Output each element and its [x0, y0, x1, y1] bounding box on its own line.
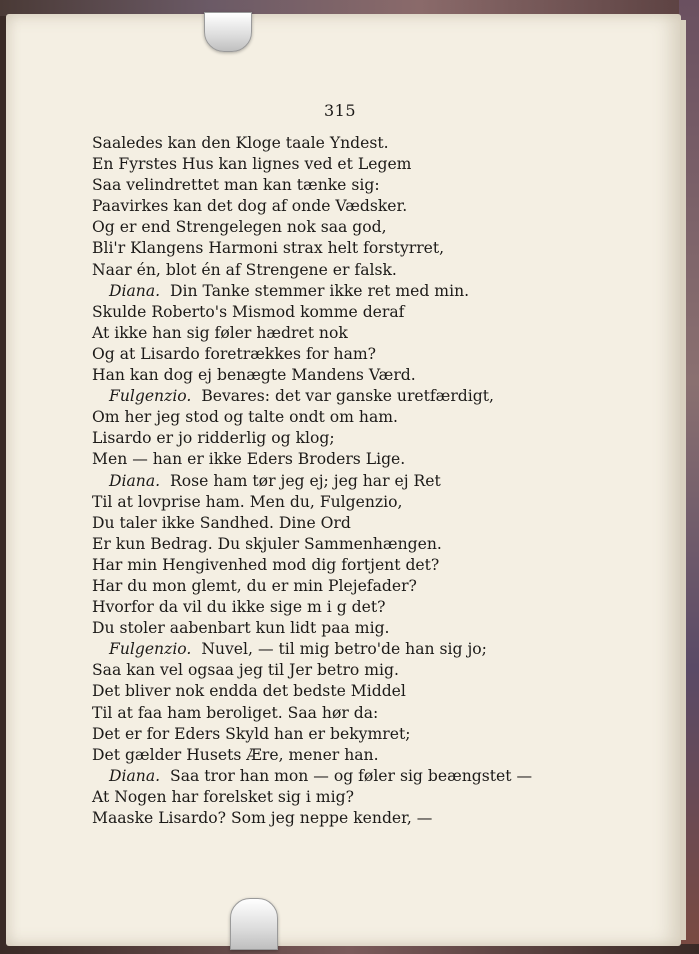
- verse-line: [92, 492, 562, 513]
- verse-line-text: Lisardo er jo ridderlig og klog;: [92, 429, 335, 448]
- speaker-name: Diana.: [109, 281, 161, 300]
- verse-line-text: Men — han er ikke Eders Broders Lige.: [92, 450, 406, 469]
- verse-line: [92, 175, 562, 196]
- verse-line-text: Og er end Strengelegen nok saa god,: [92, 218, 387, 237]
- verse-line: [92, 513, 562, 534]
- verse-line: [92, 703, 562, 724]
- verse-line-text: Paavirkes kan det dog af onde Vædsker.: [92, 197, 408, 216]
- verse-line: [92, 196, 562, 217]
- verse-line-text: At ikke han sig føler hædret nok: [92, 323, 348, 342]
- verse-line-text: Naar én, blot én af Strengene er falsk.: [92, 260, 397, 279]
- verse-line-text: Bli'r Klangens Harmoni strax helt forstyrret,: [92, 239, 445, 258]
- verse-line-text: Har min Hengivenhed mod dig fortjent det?: [92, 555, 440, 574]
- verse-line: [92, 323, 562, 344]
- verse-line-text: En Fyrstes Hus kan lignes ved et Legem: [92, 155, 412, 174]
- verse-line-text: Din Tanke stemmer ikke ret med min.: [170, 281, 470, 300]
- verse-line-text: Om her jeg stod og talte ondt om ham.: [92, 408, 398, 427]
- verse-line: [92, 449, 562, 470]
- verse-line-text: Hvorfor da vil du ikke sige m i g det?: [92, 598, 386, 617]
- verse-line-text: Saa tror han mon — og føler sig beængstet —: [170, 766, 533, 785]
- verse-line-text: Har du mon glemt, du er min Plejefader?: [92, 576, 417, 595]
- verse-line: [92, 217, 562, 238]
- verse-line: [92, 238, 562, 259]
- verse-line-text: Du stoler aabenbart kun lidt paa mig.: [92, 619, 390, 638]
- verse-line: [92, 133, 562, 154]
- verse-line: [92, 745, 562, 766]
- verse-line-text: Til at lovprise ham. Men du, Fulgenzio,: [92, 492, 403, 511]
- verse-line: [92, 681, 562, 702]
- verse-line: [92, 260, 562, 281]
- page-number: 315: [324, 101, 357, 120]
- speaker-name: Fulgenzio.: [109, 387, 192, 406]
- verse-line-text: Du taler ikke Sandhed. Dine Ord: [92, 513, 351, 532]
- speaker-name: Diana.: [109, 766, 161, 785]
- verse-line: [92, 660, 562, 681]
- verse-line: [92, 344, 562, 365]
- verse-text: [92, 133, 562, 829]
- verse-line-text: Og at Lisardo foretrækkes for ham?: [92, 344, 377, 363]
- verse-line-text: Til at faa ham beroliget. Saa hør da:: [92, 703, 379, 722]
- speaker-name: Diana.: [109, 471, 161, 490]
- verse-line-text: Det er for Eders Skyld han er bekymret;: [92, 724, 411, 743]
- verse-line: [92, 365, 562, 386]
- verse-line-text: Bevares: det var ganske uretfærdigt,: [201, 387, 494, 406]
- page-edge-stack: [680, 20, 686, 940]
- verse-line-text: Nuvel, — til mig betro'de han sig jo;: [201, 640, 487, 659]
- verse-line: [92, 766, 562, 787]
- verse-line: [92, 471, 562, 492]
- book-page: [6, 14, 681, 946]
- verse-line-text: Rose ham tør jeg ej; jeg har ej Ret: [170, 471, 441, 490]
- verse-line: [92, 724, 562, 745]
- page-clip-bottom: [230, 898, 278, 950]
- verse-line: [92, 597, 562, 618]
- verse-line-text: Han kan dog ej benægte Mandens Værd.: [92, 366, 416, 385]
- verse-line: [92, 576, 562, 597]
- verse-line: [92, 154, 562, 175]
- verse-line: [92, 639, 562, 660]
- speaker-name: Fulgenzio.: [109, 640, 192, 659]
- verse-line-text: Er kun Bedrag. Du skjuler Sammenhængen.: [92, 534, 442, 553]
- page-clip-top: [204, 12, 252, 52]
- verse-line: [92, 555, 562, 576]
- verse-line-text: Skulde Roberto's Mismod komme deraf: [92, 302, 405, 321]
- verse-line: [92, 787, 562, 808]
- verse-line: [92, 534, 562, 555]
- verse-line-text: Det bliver nok endda det bedste Middel: [92, 682, 406, 701]
- verse-line-text: Maaske Lisardo? Som jeg neppe kender, —: [92, 809, 433, 827]
- verse-line: [92, 281, 562, 302]
- verse-line-text: Saa velindrettet man kan tænke sig:: [92, 176, 380, 195]
- verse-line-text: Saaledes kan den Kloge taale Yndest.: [92, 134, 389, 152]
- verse-line-text: At Nogen har forelsket sig i mig?: [92, 787, 354, 806]
- verse-line: [92, 808, 562, 829]
- verse-line-text: Det gælder Husets Ære, mener han.: [92, 745, 379, 764]
- verse-line: [92, 428, 562, 449]
- verse-line: [92, 302, 562, 323]
- verse-line: [92, 386, 562, 407]
- verse-line-text: Saa kan vel ogsaa jeg til Jer betro mig.: [92, 661, 399, 680]
- verse-line: [92, 618, 562, 639]
- verse-line: [92, 407, 562, 428]
